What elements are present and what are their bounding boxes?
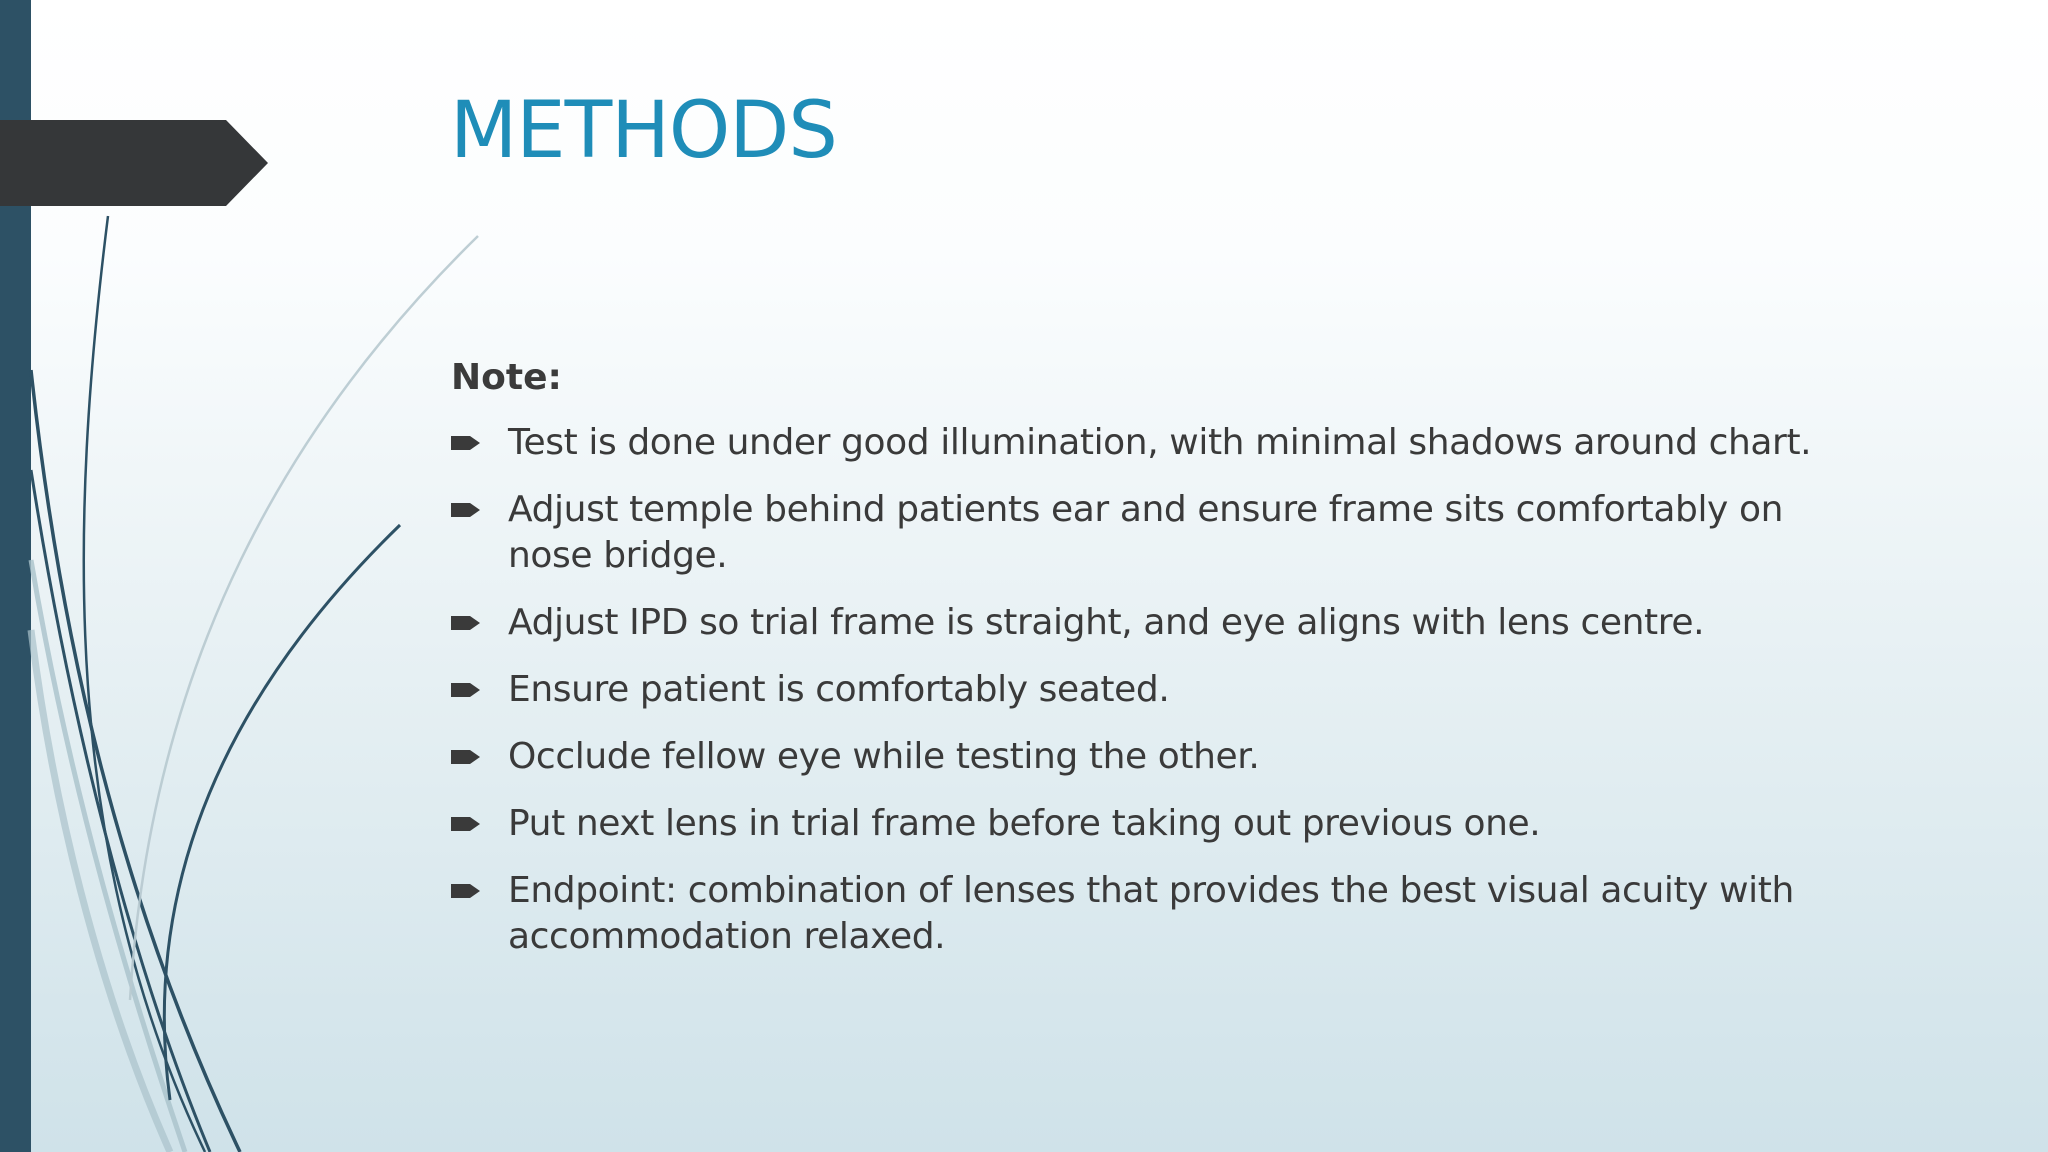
bullet-list [451,420,1871,960]
title-arrow-tab [0,120,268,206]
arrow-bullet-icon [451,613,481,633]
bullet-text: Adjust IPD so trial frame is straight, and eye aligns with lens centre. [508,602,1705,643]
list-item [451,600,1871,646]
bullet-text: Endpoint: combination of lenses that provides the best visual acuity with accommodation relaxed. [508,870,1794,957]
note-label: Note: [451,357,562,398]
bullet-text: Put next lens in trial frame before taking out previous one. [508,803,1541,844]
slide-content [451,356,1871,981]
list-item [451,801,1871,847]
arrow-bullet-icon [451,500,481,520]
arrow-bullet-icon [451,881,481,901]
bullet-text: Occlude fellow eye while testing the other. [508,736,1260,777]
arrow-bullet-icon [451,814,481,834]
list-item [451,734,1871,780]
arrow-bullet-icon [451,680,481,700]
list-item [451,868,1871,960]
bullet-text: Adjust temple behind patients ear and ensure frame sits comfortably on nose bridge. [508,489,1784,576]
bullet-text: Test is done under good illumination, with minimal shadows around chart. [508,422,1812,463]
bullet-text: Ensure patient is comfortably seated. [508,669,1170,710]
list-item [451,487,1871,579]
slide-title: METHODS [450,86,837,176]
list-item [451,667,1871,713]
arrow-bullet-icon [451,433,481,453]
list-item [451,420,1871,466]
arrow-bullet-icon [451,747,481,767]
